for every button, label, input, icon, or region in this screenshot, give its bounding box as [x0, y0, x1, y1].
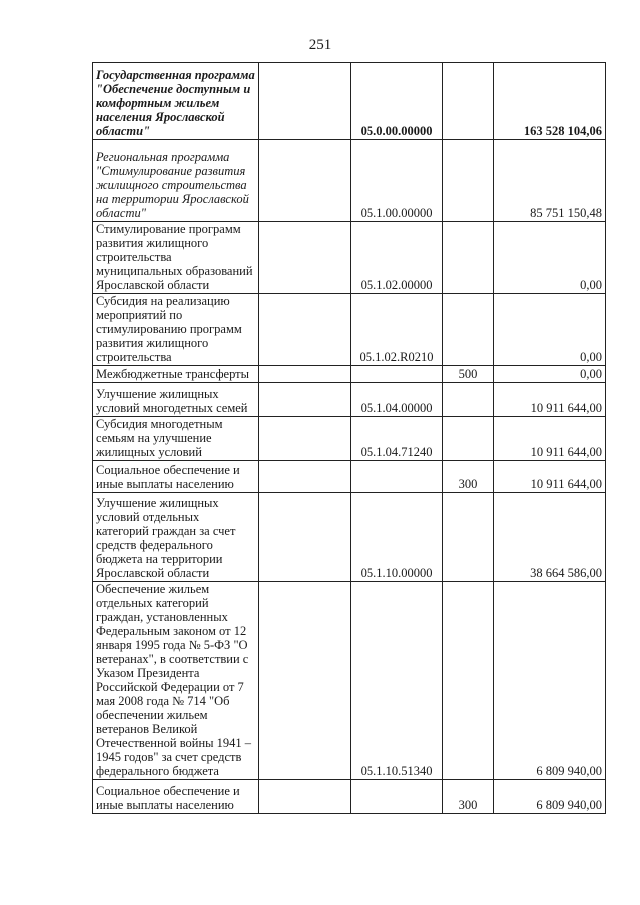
- row-amount-cell: 10 911 644,00: [494, 461, 606, 493]
- budget-table-body: [93, 63, 606, 814]
- row-type-cell: [443, 493, 494, 582]
- row-amount-cell: 38 664 586,00: [494, 493, 606, 582]
- row-empty-cell: [259, 417, 351, 461]
- row-code-cell: [351, 366, 443, 383]
- row-code-cell: 05.1.02.00000: [351, 222, 443, 294]
- row-empty-cell: [259, 222, 351, 294]
- row-name-cell: Субсидия на реализацию мероприятий по стимулированию программ развития жилищного строительства: [93, 294, 259, 366]
- table-row: [93, 140, 606, 222]
- row-type-cell: [443, 383, 494, 417]
- row-amount-cell: 0,00: [494, 222, 606, 294]
- row-name-cell: Стимулирование программ развития жилищного строительства муниципальных образований Ярославской области: [93, 222, 259, 294]
- table-row: [93, 294, 606, 366]
- row-type-cell: [443, 582, 494, 780]
- row-type-cell: 300: [443, 780, 494, 814]
- row-empty-cell: [259, 140, 351, 222]
- row-amount-cell: 163 528 104,06: [494, 63, 606, 140]
- table-row: [93, 582, 606, 780]
- row-name-cell: Субсидия многодетным семьям на улучшение жилищных условий: [93, 417, 259, 461]
- row-code-cell: [351, 461, 443, 493]
- row-amount-cell: 85 751 150,48: [494, 140, 606, 222]
- row-amount-cell: 0,00: [494, 366, 606, 383]
- row-name-cell: Региональная программа "Стимулирование развития жилищного строительства на территории Ярославской области": [93, 140, 259, 222]
- page-number: 251: [308, 37, 332, 53]
- row-code-cell: 05.1.10.00000: [351, 493, 443, 582]
- row-code-cell: 05.0.00.00000: [351, 63, 443, 140]
- row-name-cell: Улучшение жилищных условий отдельных категорий граждан за счет средств федерального бюджета на территории Ярославской области: [93, 493, 259, 582]
- row-type-cell: [443, 140, 494, 222]
- row-empty-cell: [259, 63, 351, 140]
- row-name-cell: Социальное обеспечение и иные выплаты населению: [93, 461, 259, 493]
- row-name-cell: Межбюджетные трансферты: [93, 366, 259, 383]
- row-amount-cell: 10 911 644,00: [494, 383, 606, 417]
- row-amount-cell: 6 809 940,00: [494, 780, 606, 814]
- table-row: [93, 222, 606, 294]
- row-type-cell: [443, 63, 494, 140]
- row-type-cell: [443, 222, 494, 294]
- row-empty-cell: [259, 461, 351, 493]
- row-code-cell: 05.1.04.00000: [351, 383, 443, 417]
- row-empty-cell: [259, 383, 351, 417]
- row-name-cell: Социальное обеспечение и иные выплаты населению: [93, 780, 259, 814]
- row-name-cell: Обеспечение жильем отдельных категорий граждан, установленных Федеральным законом от 12 января 1995 года № 5-ФЗ "О ветеранах", в соответствии с Указом Президента Российской Федерации от 7 мая 2008 года № 714 "Об обеспечении жильем ветеранов Великой Отечественной войны 1941 – 1945 годов" за счет средств федерального бюджета: [93, 582, 259, 780]
- table-row: [93, 493, 606, 582]
- budget-table: [92, 62, 606, 814]
- row-name-cell: Государственная программа "Обеспечение доступным и комфортным жильем населения Ярославской области": [93, 63, 259, 140]
- row-code-cell: 05.1.04.71240: [351, 417, 443, 461]
- table-row: [93, 63, 606, 140]
- row-type-cell: [443, 417, 494, 461]
- row-amount-cell: 0,00: [494, 294, 606, 366]
- row-amount-cell: 10 911 644,00: [494, 417, 606, 461]
- row-type-cell: 300: [443, 461, 494, 493]
- row-type-cell: 500: [443, 366, 494, 383]
- table-row: [93, 366, 606, 383]
- row-code-cell: 05.1.10.51340: [351, 582, 443, 780]
- table-row: [93, 417, 606, 461]
- row-empty-cell: [259, 780, 351, 814]
- row-code-cell: [351, 780, 443, 814]
- table-row: [93, 780, 606, 814]
- row-amount-cell: 6 809 940,00: [494, 582, 606, 780]
- table-row: [93, 383, 606, 417]
- row-empty-cell: [259, 366, 351, 383]
- row-empty-cell: [259, 493, 351, 582]
- table-row: [93, 461, 606, 493]
- row-code-cell: 05.1.02.R0210: [351, 294, 443, 366]
- row-type-cell: [443, 294, 494, 366]
- row-name-cell: Улучшение жилищных условий многодетных семей: [93, 383, 259, 417]
- row-code-cell: 05.1.00.00000: [351, 140, 443, 222]
- row-empty-cell: [259, 582, 351, 780]
- row-empty-cell: [259, 294, 351, 366]
